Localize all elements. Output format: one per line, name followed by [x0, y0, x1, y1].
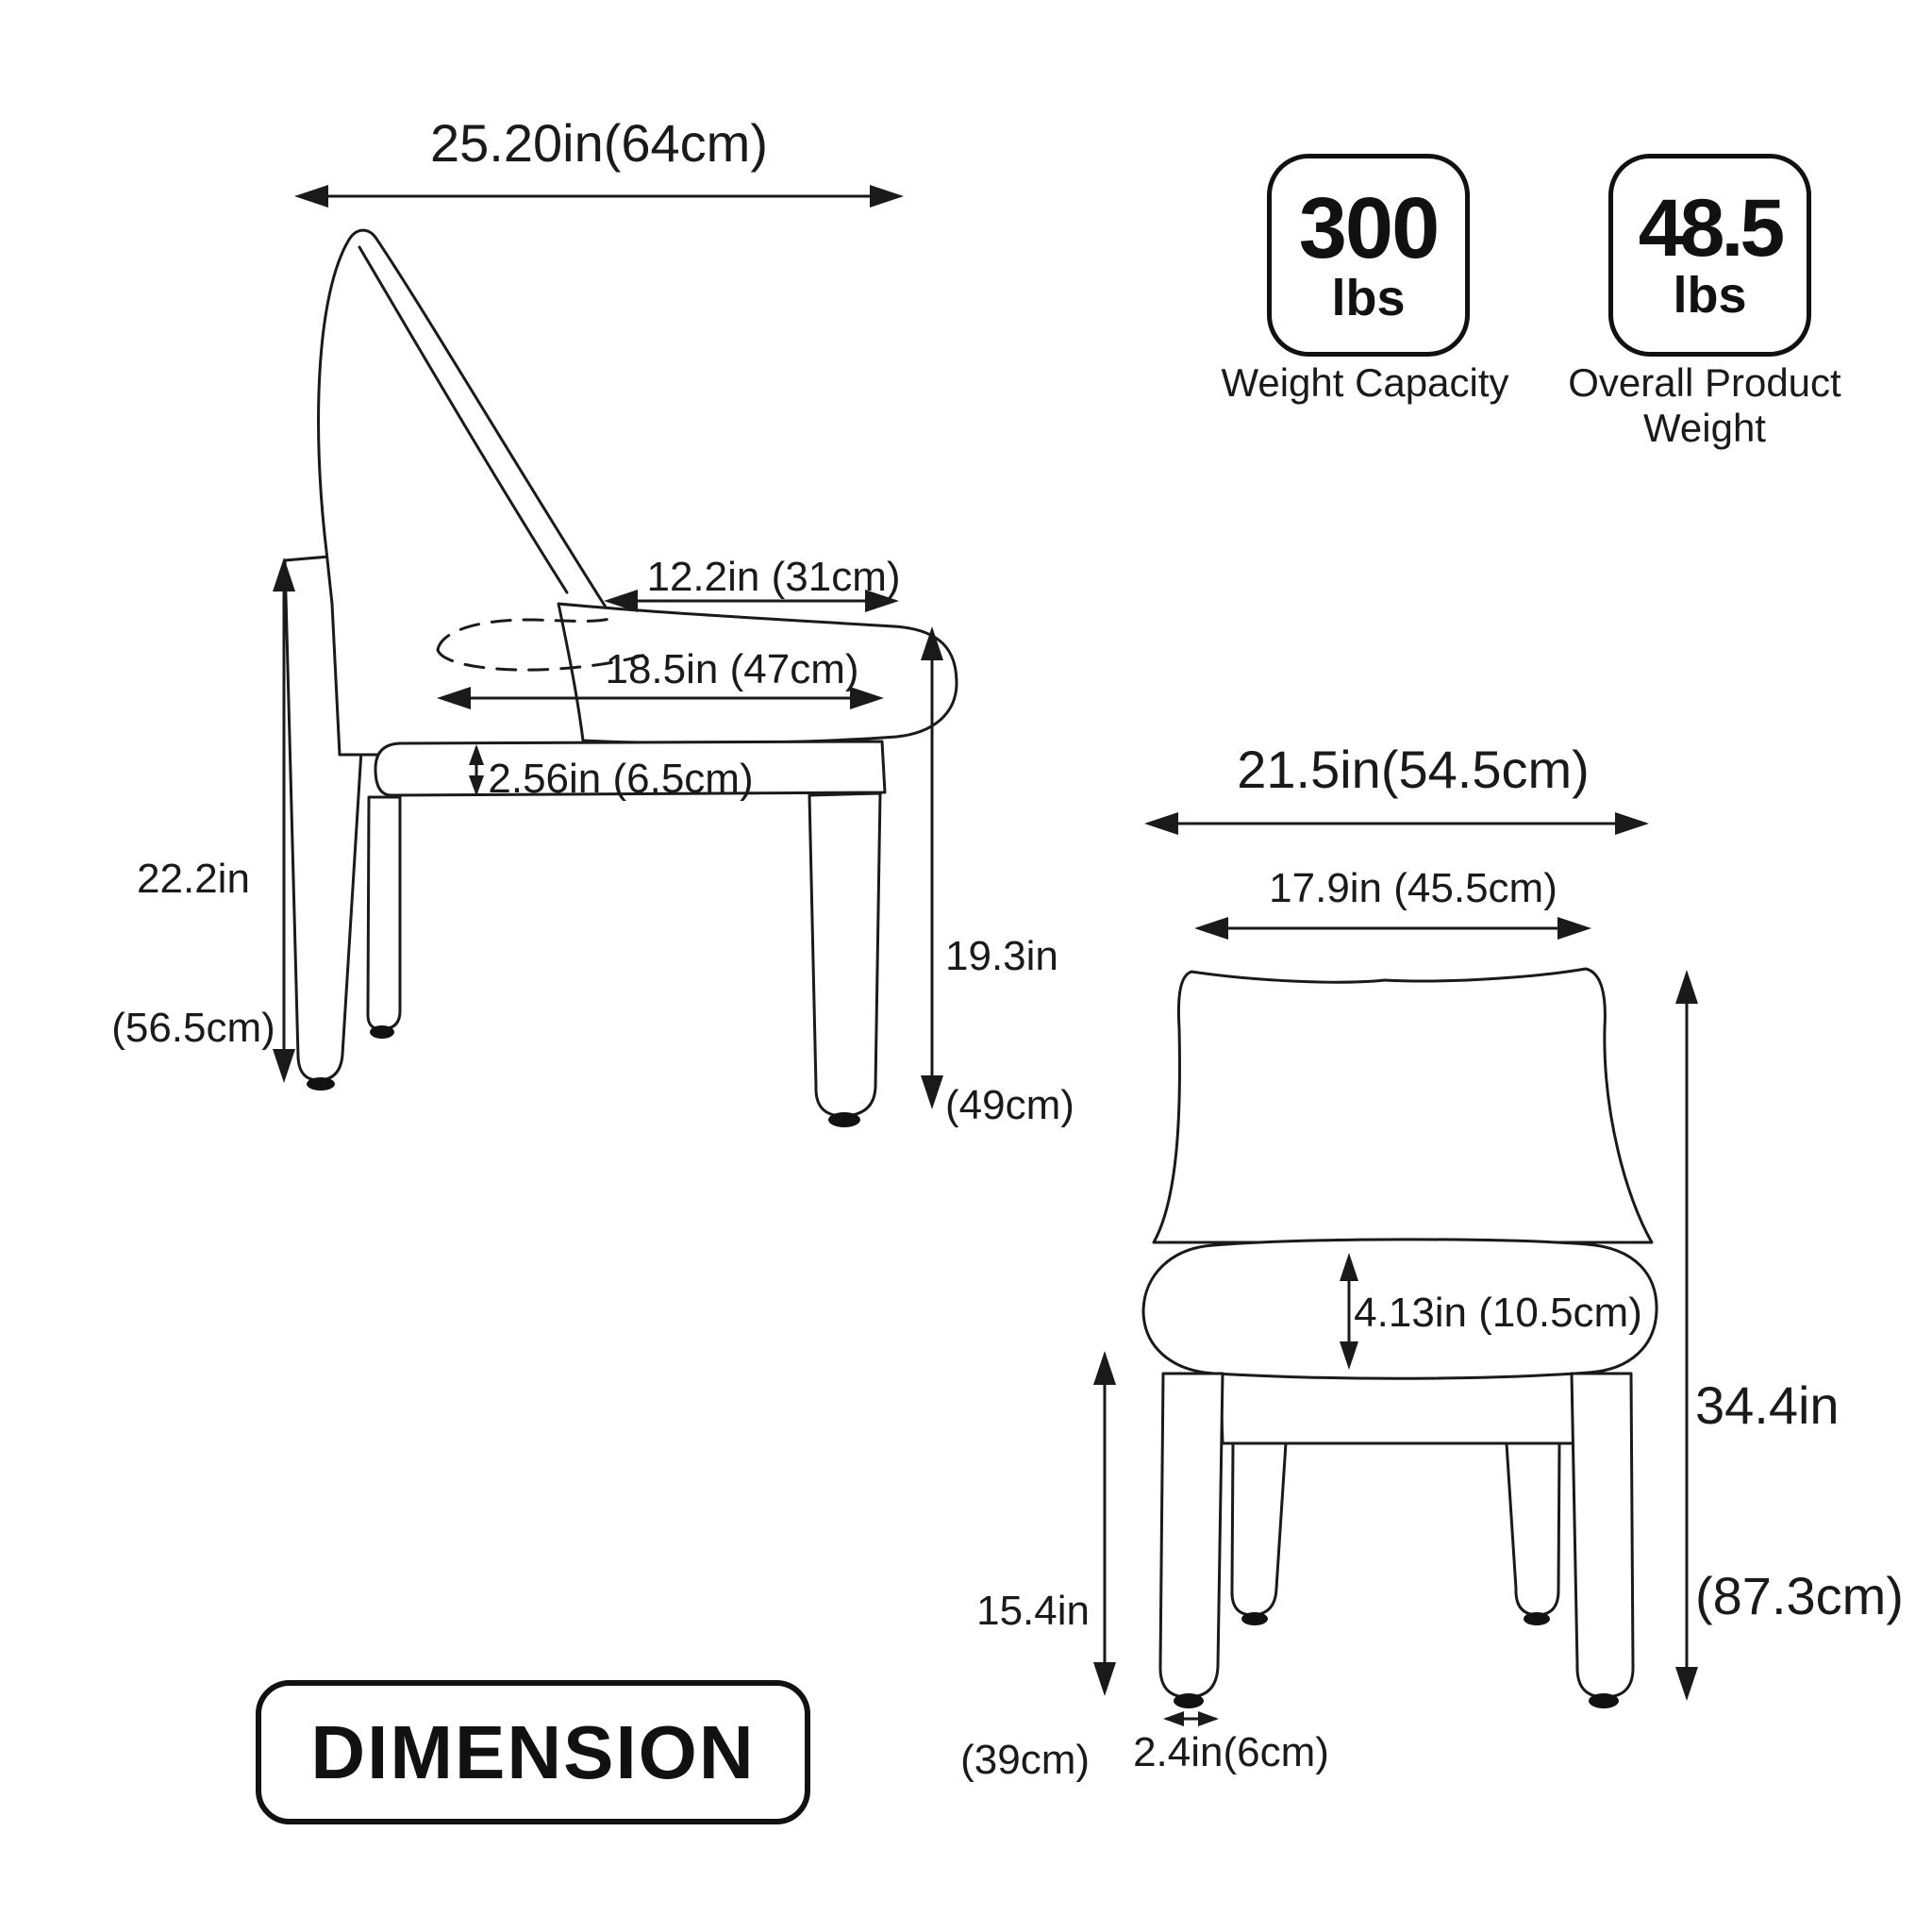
dim-arrow-front-overall-width: [1144, 812, 1649, 835]
dimension-title-box: [256, 1680, 810, 1824]
side-rear-foot-near: [307, 1077, 335, 1091]
weight-capacity-unit: lbs: [1331, 270, 1406, 327]
front-front-foot-left: [1174, 1693, 1204, 1708]
dim-arrow-front-leg-width: [1163, 1711, 1219, 1726]
dimension-title: DIMENSION: [310, 1709, 756, 1794]
front-back-leg-left: [1232, 1443, 1286, 1615]
front-front-leg-right: [1572, 1374, 1633, 1697]
weight-capacity-label: Weight Capacity: [1221, 360, 1509, 405]
side-seat-height-label: [945, 832, 1074, 1230]
side-upper-seat-depth-label: 12.2in (31cm): [646, 554, 901, 600]
dim-arrow-front-leg-height: [1093, 1351, 1116, 1696]
front-view-chair: [1143, 969, 1657, 1708]
side-total-seat-depth-label: 18.5in (47cm): [605, 646, 859, 692]
weight-capacity-badge: [1267, 154, 1470, 357]
front-back-foot-right: [1524, 1612, 1550, 1625]
front-seat-thickness-label: 4.13in (10.5cm): [1354, 1290, 1642, 1336]
product-weight-badge: [1608, 154, 1811, 357]
side-back-height-line2: (56.5cm): [111, 1004, 275, 1051]
front-backrest: [1154, 969, 1652, 1242]
side-back-height-label: [111, 755, 275, 1153]
front-front-leg-left: [1160, 1374, 1223, 1697]
front-back-leg-right: [1507, 1443, 1559, 1615]
side-back-height-line1: 22.2in: [137, 855, 250, 902]
side-front-leg: [809, 793, 880, 1116]
side-front-foot: [828, 1112, 860, 1127]
side-seat-height-line1: 19.3in: [945, 932, 1058, 979]
side-seat-height-line2: (49cm): [945, 1081, 1074, 1128]
front-overall-height-label: [1695, 1247, 1904, 1755]
front-leg-width-label: 2.4in(6cm): [1133, 1729, 1329, 1775]
dim-arrow-front-backrest-width: [1194, 917, 1591, 940]
side-rear-leg-far: [368, 797, 400, 1029]
front-back-foot-left: [1241, 1612, 1268, 1625]
side-rail-thickness-label: 2.56in (6.5cm): [488, 756, 754, 802]
front-leg-height-line1: 15.4in: [976, 1587, 1090, 1634]
product-weight-unit: lbs: [1673, 267, 1747, 325]
front-backrest-width-label: 17.9in (45.5cm): [1269, 865, 1557, 911]
front-leg-height-line2: (39cm): [960, 1736, 1090, 1783]
product-weight-label: Overall Product Weight: [1568, 360, 1841, 451]
side-rear-foot-far: [370, 1025, 394, 1039]
side-overall-width-label: 25.20in(64cm): [430, 113, 768, 173]
dim-arrow-side-overall-width: [294, 185, 904, 208]
front-overall-height-line1: 34.4in: [1695, 1375, 1840, 1436]
front-leg-height-label: [896, 1487, 1090, 1885]
front-overall-width-label: 21.5in(54.5cm): [1237, 740, 1590, 799]
weight-capacity-value: 300: [1298, 180, 1439, 277]
product-weight-value: 48.5: [1638, 183, 1782, 275]
front-overall-height-line2: (87.3cm): [1695, 1565, 1904, 1625]
front-front-foot-right: [1589, 1693, 1619, 1708]
